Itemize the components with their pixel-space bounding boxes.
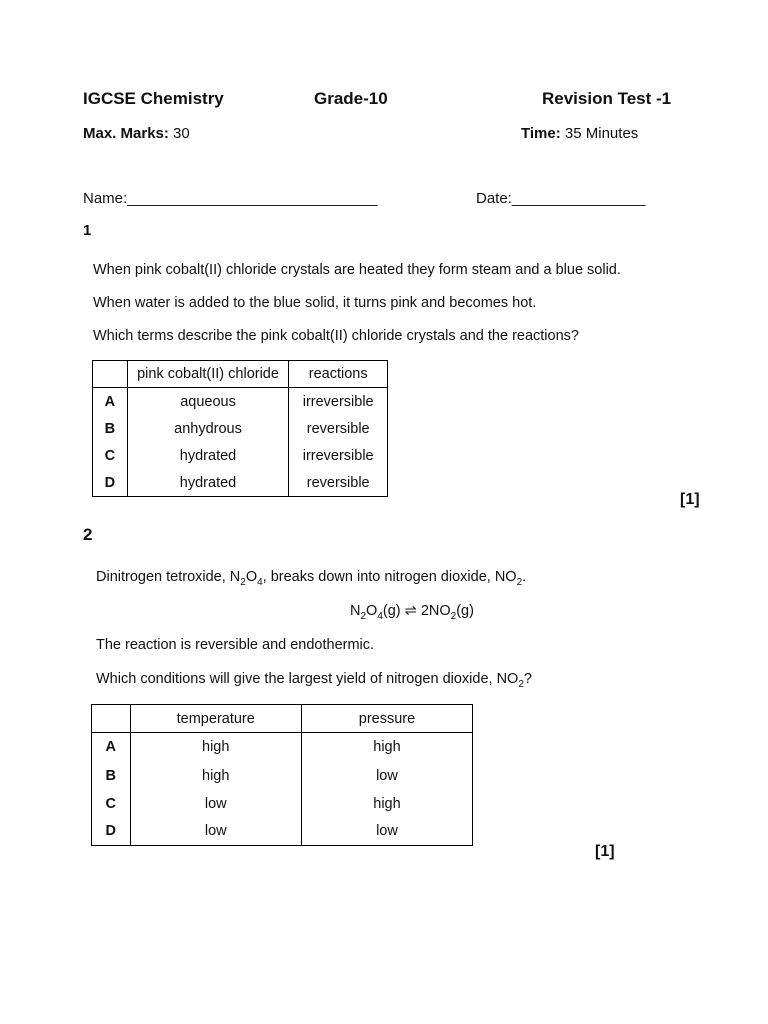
- grade-title: Grade-10: [314, 89, 388, 108]
- q2-equation: $N_2O_4(g)$ ⇌ $2NO_2(g)$: [350, 603, 474, 622]
- max-marks-value: 30: [173, 125, 190, 142]
- q2-text-line-3: Which conditions will give the largest yield of nitrogen dioxide, $NO_2$?: [96, 671, 532, 690]
- table-cell: low: [130, 790, 301, 818]
- q1-text-line-1: When pink cobalt(II) chloride crystals are heated they form steam and a blue solid.: [93, 262, 621, 278]
- q2-header-blank: [92, 705, 131, 733]
- table-cell: reversible: [289, 470, 388, 497]
- q1-text-line-3: Which terms describe the pink cobalt(II) chloride crystals and the reactions?: [93, 328, 579, 344]
- q1-header-compound: pink cobalt(II) chloride: [127, 361, 289, 388]
- q1-options-table: [92, 360, 388, 497]
- table-cell: irreversible: [289, 388, 388, 416]
- option-letter: D: [93, 470, 128, 497]
- table-cell: low: [301, 818, 472, 846]
- test-title: Revision Test -1: [542, 89, 672, 108]
- table-cell: high: [301, 733, 472, 762]
- table-cell: hydrated: [127, 470, 289, 497]
- table-cell: low: [301, 762, 472, 790]
- table-cell: anhydrous: [127, 416, 289, 443]
- table-row: [93, 443, 388, 470]
- table-cell: hydrated: [127, 443, 289, 470]
- q1-marks: [1]: [680, 491, 700, 508]
- time-value: 35 Minutes: [564, 125, 639, 142]
- table-row: [93, 388, 388, 416]
- q1-text-line-2: When water is added to the blue solid, it turns pink and becomes hot.: [93, 295, 537, 311]
- option-letter: C: [92, 790, 131, 818]
- table-row: [92, 818, 473, 846]
- q2-options-table: [91, 704, 473, 846]
- max-marks: [83, 125, 190, 142]
- q2-header-temperature: temperature: [130, 705, 301, 733]
- q1-header-blank: [93, 361, 128, 388]
- q2-text-line-1: Dinitrogen tetroxide, $N_2O_4$, breaks down into nitrogen dioxide, $NO_2$.: [96, 569, 527, 588]
- table-cell: aqueous: [127, 388, 289, 416]
- name-field: Name:______________________________: [83, 190, 378, 207]
- q2-text-line-2: The reaction is reversible and endothermic.: [96, 637, 375, 653]
- table-row: [92, 762, 473, 790]
- table-cell: irreversible: [289, 443, 388, 470]
- table-row: [93, 416, 388, 443]
- option-letter: B: [92, 762, 131, 790]
- time-label: Time:: [521, 125, 561, 142]
- q2-header-pressure: pressure: [301, 705, 472, 733]
- table-row: [92, 733, 473, 762]
- table-cell: high: [130, 762, 301, 790]
- option-letter: B: [93, 416, 128, 443]
- option-letter: A: [93, 388, 128, 416]
- table-cell: high: [301, 790, 472, 818]
- table-cell: high: [130, 733, 301, 762]
- question-2-number: 2: [83, 525, 93, 544]
- date-field: Date:________________: [476, 190, 646, 207]
- q2-marks: [1]: [595, 843, 615, 860]
- table-cell: low: [130, 818, 301, 846]
- table-row: [92, 790, 473, 818]
- option-letter: C: [93, 443, 128, 470]
- subject-title: IGCSE Chemistry: [83, 89, 224, 108]
- option-letter: A: [92, 733, 131, 762]
- table-cell: reversible: [289, 416, 388, 443]
- option-letter: D: [92, 818, 131, 846]
- table-row: [93, 470, 388, 497]
- max-marks-label: Max. Marks:: [83, 125, 169, 142]
- q1-header-reactions: reactions: [289, 361, 388, 388]
- question-1-number: 1: [83, 222, 92, 239]
- time-allowed: [521, 125, 638, 142]
